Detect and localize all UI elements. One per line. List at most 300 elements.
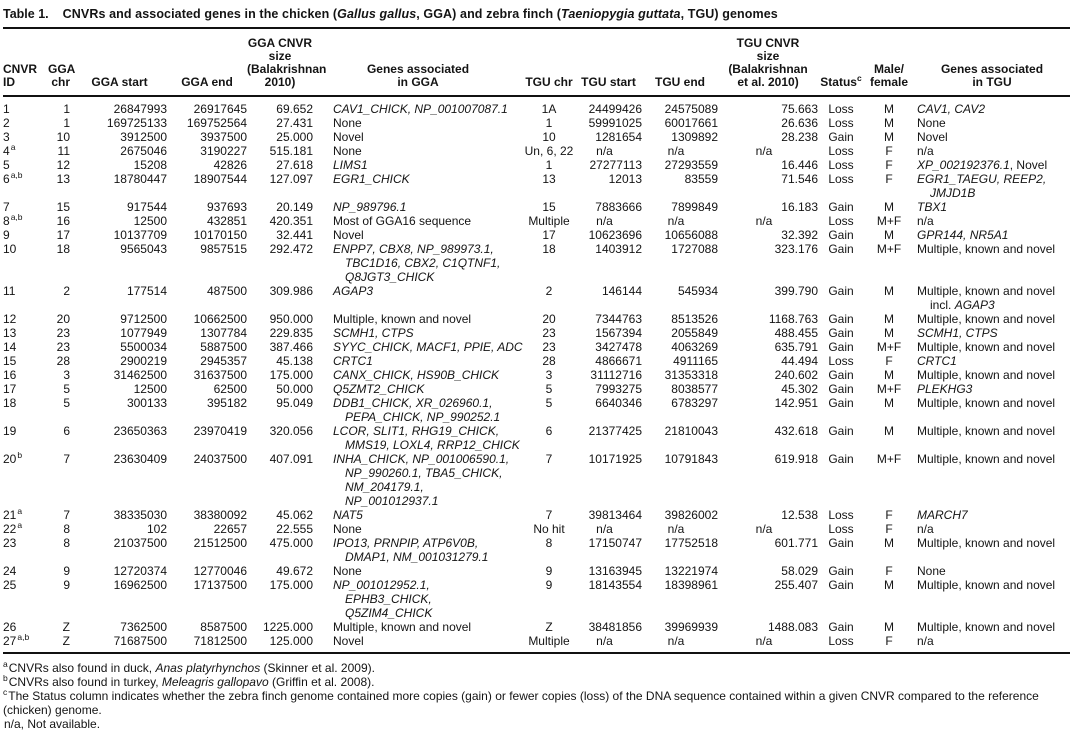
cell-gga-chr: 3	[48, 368, 72, 382]
cnvr-id-superscript: a,b	[11, 212, 23, 222]
cell-male-female: M	[864, 312, 914, 326]
cell-gga-start: 5500034	[72, 340, 167, 354]
cell-male-female: M	[864, 200, 914, 214]
table-title	[3, 3, 1070, 29]
cell-genes-gga: Novel	[313, 130, 523, 144]
cell-genes-tgu: Multiple, known and novel	[914, 620, 1070, 634]
col-header-gga-chr: GGA chr	[48, 29, 72, 96]
table-row	[3, 242, 1070, 284]
cell-tgu-start: 10171925	[575, 452, 642, 508]
col-header-tgu-end: TGU end	[642, 29, 718, 96]
cell-status: Gain	[818, 620, 864, 634]
cell-gga-size: 69.652	[247, 96, 313, 116]
table-row	[3, 144, 1070, 158]
cnvr-id-superscript: b	[17, 450, 22, 460]
cell-tgu-end: 60017661	[642, 116, 718, 130]
cell-status: Gain	[818, 228, 864, 242]
cell-gga-size: 950.000	[247, 312, 313, 326]
cell-tgu-size: n/a	[718, 144, 818, 158]
cell-cnvr-id: 18	[3, 396, 48, 424]
cell-tgu-chr: 28	[523, 354, 575, 368]
cell-gga-size: 292.472	[247, 242, 313, 284]
cell-tgu-size: 26.636	[718, 116, 818, 130]
cell-tgu-end: 39826002	[642, 508, 718, 522]
cell-male-female: F	[864, 564, 914, 578]
cell-tgu-size: 255.407	[718, 578, 818, 620]
cell-gga-size: 22.555	[247, 522, 313, 536]
cell-gga-start: 12500	[72, 382, 167, 396]
cell-status: Loss	[818, 172, 864, 200]
table-row	[3, 158, 1070, 172]
cell-gga-chr: 7	[48, 508, 72, 522]
cell-cnvr-id: 26	[3, 620, 48, 634]
cell-tgu-end: 24575089	[642, 96, 718, 116]
cell-genes-tgu: CRTC1	[914, 354, 1070, 368]
cell-gga-chr: 11	[48, 144, 72, 158]
cell-tgu-end: n/a	[642, 214, 718, 228]
cell-tgu-chr: Un, 6, 22	[523, 144, 575, 158]
cell-genes-tgu: None	[914, 564, 1070, 578]
cell-male-female: M	[864, 578, 914, 620]
cell-gga-end: 12770046	[167, 564, 247, 578]
table-row	[3, 284, 1070, 312]
cell-genes-gga: Most of GGA16 sequence	[313, 214, 523, 228]
cnvr-id-superscript: a,b	[17, 632, 29, 642]
cell-cnvr-id: 6$^{a,b}$	[3, 172, 48, 200]
cnvr-table	[3, 29, 1070, 654]
cell-male-female: M	[864, 228, 914, 242]
footnote-b	[3, 676, 1070, 690]
cell-tgu-size: 619.918	[718, 452, 818, 508]
cell-gga-chr: 18	[48, 242, 72, 284]
cell-tgu-size: n/a	[718, 634, 818, 653]
col-header-tgu-chr: TGU chr	[523, 29, 575, 96]
cell-gga-end: 3937500	[167, 130, 247, 144]
col-header-male-female: Male/ female	[864, 29, 914, 96]
col-header-tgu-start: TGU start	[575, 29, 642, 96]
cell-cnvr-id: 9	[3, 228, 48, 242]
cell-genes-tgu: Multiple, known and novel	[914, 340, 1070, 354]
cell-gga-chr: 20	[48, 312, 72, 326]
cnvr-id-superscript: a	[17, 506, 22, 516]
cell-tgu-end: n/a	[642, 634, 718, 653]
cell-tgu-size: 16.446	[718, 158, 818, 172]
cell-tgu-end: 27293559	[642, 158, 718, 172]
cell-genes-tgu: XP_002192376.1, Novel	[914, 158, 1070, 172]
cell-genes-tgu: None	[914, 116, 1070, 130]
cell-gga-end: 8587500	[167, 620, 247, 634]
cell-gga-chr: 10	[48, 130, 72, 144]
col-header-tgu-size: TGU CNVR size (Balakrishnan et al. 2010)	[718, 29, 818, 96]
cell-tgu-chr: 1A	[523, 96, 575, 116]
cell-tgu-end: 6783297	[642, 396, 718, 424]
table-caption: CNVRs and associated genes in the chicken (Gallus gallus, GGA) and zebra finch (Taeniopygia guttata, TGU) genomes	[63, 7, 778, 21]
cell-genes-gga: None	[313, 116, 523, 130]
cell-cnvr-id: 22$^a$	[3, 522, 48, 536]
cell-tgu-size: n/a	[718, 522, 818, 536]
cell-gga-size: 475.000	[247, 536, 313, 564]
cell-genes-gga: Novel	[313, 228, 523, 242]
cell-tgu-size: 12.538	[718, 508, 818, 522]
footnote-na	[3, 718, 1070, 731]
cell-cnvr-id: 24	[3, 564, 48, 578]
cell-gga-end: 5887500	[167, 340, 247, 354]
cell-cnvr-id: 12	[3, 312, 48, 326]
col-header-status: Status$^c$	[818, 29, 864, 96]
cell-gga-size: 32.441	[247, 228, 313, 242]
cell-tgu-end: 83559	[642, 172, 718, 200]
footnote-marker: a	[3, 659, 8, 669]
cell-gga-start: 71687500	[72, 634, 167, 653]
cell-tgu-size: 44.494	[718, 354, 818, 368]
cell-male-female: M	[864, 424, 914, 452]
cell-gga-start: 1077949	[72, 326, 167, 340]
cell-male-female: M	[864, 96, 914, 116]
cell-genes-tgu: Multiple, known and novel incl. AGAP3	[914, 284, 1070, 312]
cell-gga-size: 127.097	[247, 172, 313, 200]
cell-gga-start: 23630409	[72, 452, 167, 508]
cell-gga-chr: 28	[48, 354, 72, 368]
cell-gga-end: 38380092	[167, 508, 247, 522]
cell-gga-start: 12720374	[72, 564, 167, 578]
cell-tgu-size: 323.176	[718, 242, 818, 284]
cell-cnvr-id: 21$^a$	[3, 508, 48, 522]
cell-tgu-end: 8513526	[642, 312, 718, 326]
cell-genes-gga: Multiple, known and novel	[313, 620, 523, 634]
cell-status: Gain	[818, 578, 864, 620]
cnvr-id-superscript: a,b	[11, 170, 23, 180]
cell-gga-chr: 1	[48, 96, 72, 116]
cell-cnvr-id: 16	[3, 368, 48, 382]
cell-tgu-start: 7883666	[575, 200, 642, 214]
cell-gga-start: 9712500	[72, 312, 167, 326]
cell-genes-tgu: Multiple, known and novel	[914, 312, 1070, 326]
table-row	[3, 368, 1070, 382]
cell-genes-tgu: TBX1	[914, 200, 1070, 214]
cell-tgu-chr: 7	[523, 452, 575, 508]
cell-genes-gga: LCOR, SLIT1, RHG19_CHICK, MMS19, LOXL4, RRP12_CHICK	[313, 424, 523, 452]
cell-gga-end: 24037500	[167, 452, 247, 508]
cell-tgu-end: 10656088	[642, 228, 718, 242]
cell-male-female: F	[864, 508, 914, 522]
cell-tgu-start: 1281654	[575, 130, 642, 144]
cell-tgu-size: 58.029	[718, 564, 818, 578]
cell-gga-start: 7362500	[72, 620, 167, 634]
cell-gga-start: 300133	[72, 396, 167, 424]
cell-cnvr-id: 4$^a$	[3, 144, 48, 158]
table-number: Table 1.	[3, 7, 49, 21]
cell-male-female: F	[864, 144, 914, 158]
cell-status: Loss	[818, 522, 864, 536]
cell-genes-gga: None	[313, 564, 523, 578]
cell-tgu-start: 31112716	[575, 368, 642, 382]
cell-gga-end: 395182	[167, 396, 247, 424]
cell-tgu-start: 3427478	[575, 340, 642, 354]
cell-status: Loss	[818, 214, 864, 228]
cell-genes-tgu: Multiple, known and novel	[914, 242, 1070, 284]
cell-gga-start: 18780447	[72, 172, 167, 200]
cell-cnvr-id: 14	[3, 340, 48, 354]
cell-gga-chr: 8	[48, 536, 72, 564]
cell-tgu-size: 1168.763	[718, 312, 818, 326]
cell-gga-end: 10662500	[167, 312, 247, 326]
cell-tgu-chr: 3	[523, 368, 575, 382]
cell-status: Loss	[818, 634, 864, 653]
table-row	[3, 564, 1070, 578]
cell-male-female: F	[864, 634, 914, 653]
cell-tgu-start: 6640346	[575, 396, 642, 424]
cell-gga-size: 309.986	[247, 284, 313, 312]
cell-gga-end: 9857515	[167, 242, 247, 284]
cell-gga-end: 3190227	[167, 144, 247, 158]
cell-cnvr-id: 23	[3, 536, 48, 564]
cell-status: Loss	[818, 116, 864, 130]
table-row	[3, 116, 1070, 130]
cell-genes-gga: CAV1_CHICK, NP_001007087.1	[313, 96, 523, 116]
cell-tgu-start: 12013	[575, 172, 642, 200]
col-header-gga-size: GGA CNVR size (Balakrishnan 2010)	[247, 29, 313, 96]
cell-status: Loss	[818, 354, 864, 368]
table-row	[3, 326, 1070, 340]
cell-gga-end: 42826	[167, 158, 247, 172]
cell-genes-tgu: EGR1_TAEGU, REEP2, JMJD1B	[914, 172, 1070, 200]
cell-gga-start: 23650363	[72, 424, 167, 452]
cell-tgu-start: 59991025	[575, 116, 642, 130]
cell-tgu-end: 17752518	[642, 536, 718, 564]
cell-tgu-size: 432.618	[718, 424, 818, 452]
cell-gga-chr: Z	[48, 620, 72, 634]
cell-genes-gga: Q5ZMT2_CHICK	[313, 382, 523, 396]
cell-tgu-size: 45.302	[718, 382, 818, 396]
cell-gga-end: 71812500	[167, 634, 247, 653]
cell-gga-end: 18907544	[167, 172, 247, 200]
cell-genes-tgu: PLEKHG3	[914, 382, 1070, 396]
cell-status: Loss	[818, 508, 864, 522]
cell-gga-size: 320.056	[247, 424, 313, 452]
cell-gga-size: 20.149	[247, 200, 313, 214]
cell-genes-tgu: Multiple, known and novel	[914, 368, 1070, 382]
cell-tgu-chr: 8	[523, 536, 575, 564]
cell-cnvr-id: 3	[3, 130, 48, 144]
cell-tgu-size: 28.238	[718, 130, 818, 144]
cell-status: Gain	[818, 564, 864, 578]
cell-cnvr-id: 1	[3, 96, 48, 116]
cell-male-female: M	[864, 536, 914, 564]
cell-gga-size: 49.672	[247, 564, 313, 578]
cell-gga-end: 937693	[167, 200, 247, 214]
cell-gga-chr: 1	[48, 116, 72, 130]
cell-tgu-chr: 10	[523, 130, 575, 144]
col-header-cnvr-id: CNVR ID	[3, 29, 48, 96]
table-row	[3, 522, 1070, 536]
cell-gga-end: 1307784	[167, 326, 247, 340]
table-row	[3, 536, 1070, 564]
table-row	[3, 452, 1070, 508]
cell-cnvr-id: 2	[3, 116, 48, 130]
cell-tgu-size: 488.455	[718, 326, 818, 340]
cell-cnvr-id: 13	[3, 326, 48, 340]
cell-male-female: M	[864, 326, 914, 340]
cell-tgu-end: 39969939	[642, 620, 718, 634]
cell-tgu-size: 399.790	[718, 284, 818, 312]
cell-tgu-start: 10623696	[575, 228, 642, 242]
cell-gga-size: 45.062	[247, 508, 313, 522]
cell-gga-size: 420.351	[247, 214, 313, 228]
table-body	[3, 96, 1070, 653]
cell-tgu-start: 27277113	[575, 158, 642, 172]
cell-status: Gain	[818, 200, 864, 214]
cell-gga-chr: 15	[48, 200, 72, 214]
cell-tgu-size: 16.183	[718, 200, 818, 214]
cell-tgu-chr: 5	[523, 382, 575, 396]
table-row	[3, 312, 1070, 326]
cell-gga-start: 21037500	[72, 536, 167, 564]
cell-tgu-start: 17150747	[575, 536, 642, 564]
cell-gga-chr: 17	[48, 228, 72, 242]
cell-tgu-chr: 9	[523, 564, 575, 578]
cell-gga-size: 95.049	[247, 396, 313, 424]
cell-status: Gain	[818, 536, 864, 564]
cell-tgu-end: 8038577	[642, 382, 718, 396]
footnote-text: CNVRs also found in turkey, Meleagris gallopavo (Griffin et al. 2008).	[9, 675, 375, 689]
footnote-text: CNVRs also found in duck, Anas platyrhynchos (Skinner et al. 2009).	[9, 661, 375, 675]
col-header-gga-start: GGA start	[72, 29, 167, 96]
cell-gga-end: 23970419	[167, 424, 247, 452]
cell-tgu-start: 18143554	[575, 578, 642, 620]
cell-gga-chr: Z	[48, 634, 72, 653]
cell-male-female: M+F	[864, 340, 914, 354]
cell-cnvr-id: 27$^{a,b}$	[3, 634, 48, 653]
cell-tgu-chr: 6	[523, 424, 575, 452]
cell-tgu-start: n/a	[575, 214, 642, 228]
cell-tgu-end: n/a	[642, 144, 718, 158]
cell-tgu-end: 1727088	[642, 242, 718, 284]
cell-tgu-chr: Z	[523, 620, 575, 634]
cell-tgu-start: n/a	[575, 634, 642, 653]
table-row	[3, 620, 1070, 634]
cell-cnvr-id: 11	[3, 284, 48, 312]
cell-tgu-chr: 9	[523, 578, 575, 620]
cell-gga-chr: 5	[48, 382, 72, 396]
cell-tgu-chr: Multiple	[523, 214, 575, 228]
col-header-gga-end: GGA end	[167, 29, 247, 96]
cell-male-female: M	[864, 116, 914, 130]
cell-status: Loss	[818, 144, 864, 158]
cell-gga-start: 169725133	[72, 116, 167, 130]
cell-gga-end: 487500	[167, 284, 247, 312]
cell-status: Gain	[818, 382, 864, 396]
cell-status: Gain	[818, 312, 864, 326]
footnote-marker: b	[3, 673, 8, 683]
cell-genes-gga: LIMS1	[313, 158, 523, 172]
table-row	[3, 200, 1070, 214]
cell-cnvr-id: 25	[3, 578, 48, 620]
cell-tgu-end: n/a	[642, 522, 718, 536]
cell-tgu-chr: 17	[523, 228, 575, 242]
cell-tgu-chr: Multiple	[523, 634, 575, 653]
cell-genes-gga: IPO13, PRNPIP, ATP6V0B, DMAP1, NM_001031279.1	[313, 536, 523, 564]
cell-genes-gga: SCMH1, CTPS	[313, 326, 523, 340]
cell-tgu-end: 4911165	[642, 354, 718, 368]
cell-genes-tgu: Multiple, known and novel	[914, 536, 1070, 564]
cell-tgu-chr: 18	[523, 242, 575, 284]
cell-gga-start: 917544	[72, 200, 167, 214]
cell-cnvr-id: 7	[3, 200, 48, 214]
cell-male-female: F	[864, 522, 914, 536]
cell-genes-tgu: MARCH7	[914, 508, 1070, 522]
cell-cnvr-id: 17	[3, 382, 48, 396]
footnote-marker: c	[3, 687, 7, 697]
cell-tgu-chr: 7	[523, 508, 575, 522]
cell-gga-size: 27.618	[247, 158, 313, 172]
cell-tgu-size: 240.602	[718, 368, 818, 382]
cell-tgu-end: 21810043	[642, 424, 718, 452]
cell-gga-start: 102	[72, 522, 167, 536]
cell-gga-end: 22657	[167, 522, 247, 536]
cell-gga-size: 515.181	[247, 144, 313, 158]
table-row	[3, 508, 1070, 522]
cell-gga-end: 21512500	[167, 536, 247, 564]
table-row	[3, 424, 1070, 452]
cnvr-id-superscript: a	[17, 520, 22, 530]
cell-tgu-end: 2055849	[642, 326, 718, 340]
table-row	[3, 228, 1070, 242]
cell-gga-start: 10137709	[72, 228, 167, 242]
cell-status: Gain	[818, 326, 864, 340]
cell-gga-start: 15208	[72, 158, 167, 172]
cell-male-female: F	[864, 158, 914, 172]
cell-gga-start: 26847993	[72, 96, 167, 116]
cell-male-female: M	[864, 368, 914, 382]
cell-tgu-size: n/a	[718, 214, 818, 228]
cell-gga-size: 387.466	[247, 340, 313, 354]
cell-status: Loss	[818, 158, 864, 172]
header-row	[3, 29, 1070, 96]
cell-cnvr-id: 15	[3, 354, 48, 368]
cell-male-female: M	[864, 620, 914, 634]
cell-tgu-start: 21377425	[575, 424, 642, 452]
cell-tgu-chr: 13	[523, 172, 575, 200]
cell-gga-start: 177514	[72, 284, 167, 312]
cell-tgu-size: 75.663	[718, 96, 818, 116]
table-row	[3, 634, 1070, 653]
cell-tgu-size: 71.546	[718, 172, 818, 200]
cell-gga-end: 169752564	[167, 116, 247, 130]
cell-tgu-end: 7899849	[642, 200, 718, 214]
cell-tgu-size: 1488.083	[718, 620, 818, 634]
cell-tgu-end: 10791843	[642, 452, 718, 508]
table-row	[3, 130, 1070, 144]
cell-gga-start: 3912500	[72, 130, 167, 144]
cell-genes-gga: NP_989796.1	[313, 200, 523, 214]
cell-gga-start: 2900219	[72, 354, 167, 368]
cell-gga-size: 1225.000	[247, 620, 313, 634]
cell-gga-size: 175.000	[247, 368, 313, 382]
cell-gga-chr: 2	[48, 284, 72, 312]
cell-tgu-chr: 1	[523, 116, 575, 130]
cell-tgu-start: 1567394	[575, 326, 642, 340]
cell-genes-tgu: Multiple, known and novel	[914, 424, 1070, 452]
cell-genes-gga: NAT5	[313, 508, 523, 522]
cell-tgu-chr: 23	[523, 340, 575, 354]
cell-gga-chr: 5	[48, 396, 72, 424]
table-row	[3, 172, 1070, 200]
cell-tgu-end: 13221974	[642, 564, 718, 578]
cell-gga-start: 16962500	[72, 578, 167, 620]
cell-gga-size: 50.000	[247, 382, 313, 396]
cell-gga-chr: 9	[48, 578, 72, 620]
cell-tgu-start: n/a	[575, 144, 642, 158]
